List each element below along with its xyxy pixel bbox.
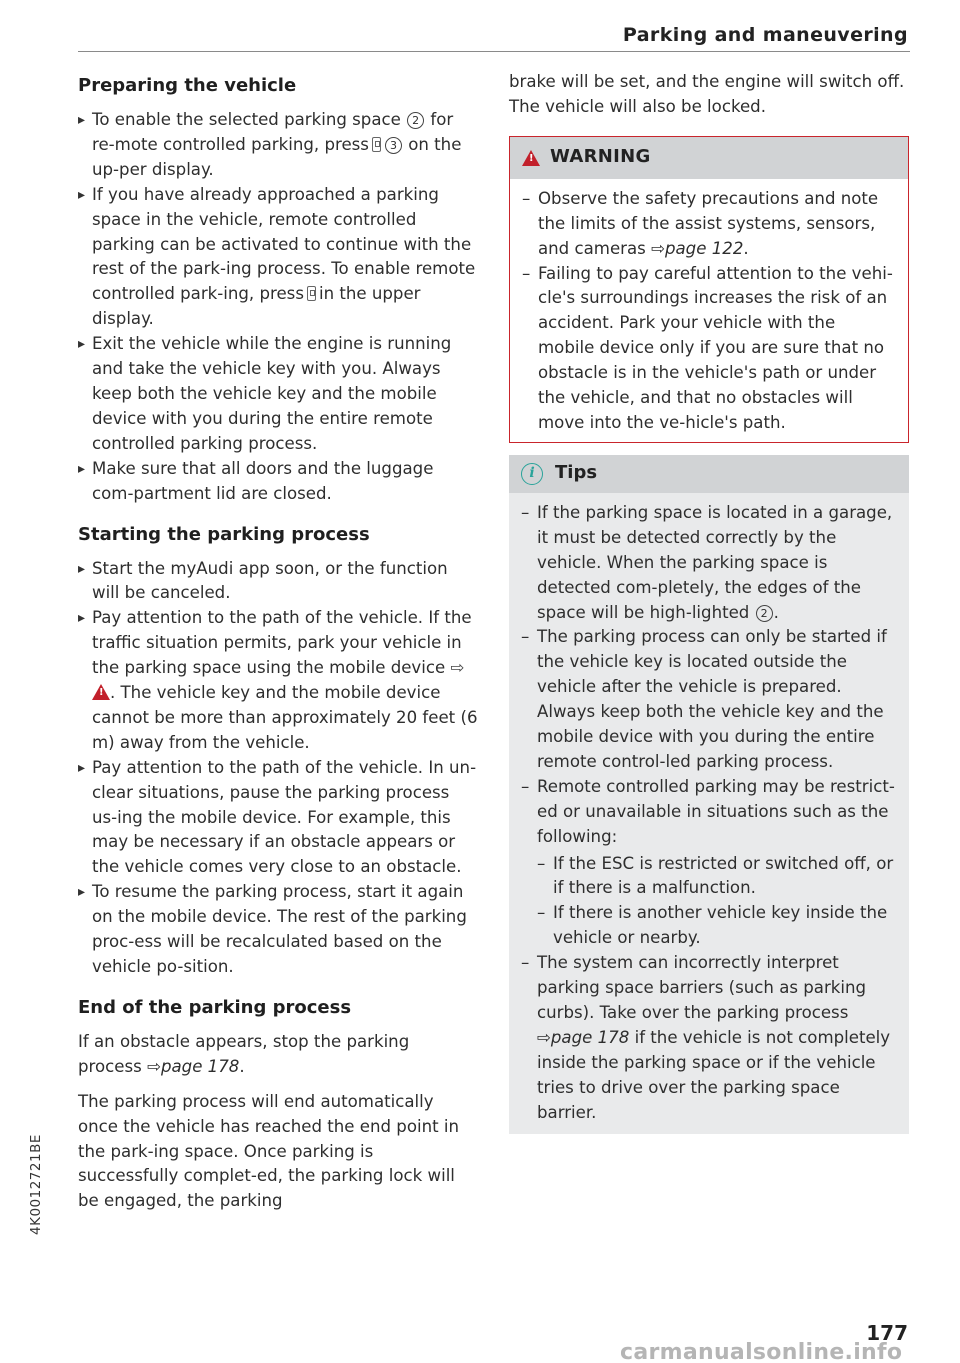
tips-body	[509, 493, 909, 1134]
list-item: ▸ To resume the parking process, start it again on the mobile device. The rest of the parking proc-ess will be recalculated based on the vehicle po-sition.	[78, 880, 478, 980]
list-item	[521, 951, 897, 1125]
warning-header	[510, 137, 908, 179]
step-text: for re-mote controlled parking, press	[92, 110, 454, 154]
list-item: – If the ESC is restricted or switched off, or if there is a malfunction.	[537, 852, 897, 902]
list-item	[78, 108, 478, 183]
tip-text: Remote controlled parking may be restrict-ed or unavailable in situations such as the following:	[537, 776, 895, 846]
list-item: ▸ Make sure that all doors and the luggage com-partment lid are closed.	[78, 457, 478, 507]
list-item	[521, 501, 897, 626]
tips-title: Tips	[555, 462, 598, 484]
page-number: 177	[866, 1321, 908, 1345]
list-item: ▸ Exit the vehicle while the engine is running and take the vehicle key with you. Always keep both the vehicle key and the mobile device with you during the entire remote controlled parking process.	[78, 332, 478, 457]
warning-text: Observe the safety precautions and note the limits of the assist systems, sensors, and cameras	[538, 188, 879, 258]
tips-header	[509, 455, 909, 493]
page-reference-link[interactable]: ⇨page 178	[537, 1027, 630, 1047]
step-text: If you have already approached a parking space in the vehicle, remote controlled parking can be activated to continue with the rest of the park-ing process. To enable remote controlled park-ing, press	[92, 184, 476, 304]
section-title-starting: Starting the parking process	[78, 523, 370, 545]
tips-list	[521, 501, 897, 1126]
page-reference-link[interactable]: ⇨page 178	[147, 1056, 240, 1076]
tip-text: If the parking space is located in a garage, it must be detected correctly by the vehicle. When the parking space is detected com-pletely, the edges of the space will be high-lighted	[537, 502, 893, 622]
right-column	[509, 70, 909, 1134]
step-text: in the upper display.	[92, 284, 421, 329]
section-title-preparing: Preparing the vehicle	[78, 75, 297, 96]
tip-text: if the vehicle is not completely inside the parking space or if the vehicle tries to drive over the parking space barrier.	[537, 1027, 891, 1122]
reference-arrow-icon: ⇨	[450, 658, 465, 678]
list-item	[78, 606, 478, 755]
list-item	[78, 183, 478, 332]
tip-text: .	[773, 602, 779, 622]
starting-steps	[78, 557, 478, 980]
warning-box	[509, 136, 909, 443]
watermark: carmanualsonline.info	[620, 1340, 903, 1363]
header-title: Parking and maneuvering	[622, 24, 908, 46]
warning-triangle-icon	[522, 150, 540, 166]
warning-triangle-icon	[92, 684, 110, 700]
list-item: – Failing to pay careful attention to the vehi-cle's surroundings increases the risk of an accident. Park your vehicle with the mobile device only if you are sure that no obstacle is in the vehicle's path or under the vehicle, and that no obstacles will move into the ve-hicle's path.	[522, 262, 896, 436]
parking-button-icon	[307, 286, 316, 301]
list-item: ▸ Start the myAudi app soon, or the function will be canceled.	[78, 557, 478, 607]
step-text: on the up-per display.	[92, 134, 462, 179]
tips-box	[509, 455, 909, 1134]
info-icon: i	[521, 463, 543, 485]
para-text: .	[239, 1056, 245, 1076]
warning-list	[522, 187, 896, 436]
warning-body	[510, 179, 908, 442]
continued-paragraph: brake will be set, and the engine will switch off. The vehicle will also be locked.	[509, 72, 905, 116]
warning-text: .	[743, 238, 749, 258]
step-text: To enable the selected parking space	[92, 110, 401, 129]
step-text: . The vehicle key and the mobile device cannot be more than approximately 20 feet (6 m) away from the vehicle.	[92, 683, 478, 752]
list-item	[522, 187, 896, 262]
tips-sublist	[537, 852, 897, 952]
parking-button-icon	[372, 137, 381, 152]
page-header	[78, 24, 910, 52]
list-item: ▸ Pay attention to the path of the vehicle. In un-clear situations, pause the parking process us-ing the mobile device. For example, this may be necessary if an obstacle appears or the vehicle comes very close to an obstacle.	[78, 756, 478, 881]
end-paragraph-2: The parking process will end automatically once the vehicle has reached the end point in the park-ing space. Once parking is successfully complet-ed, the parking lock will be engaged, the parking	[78, 1091, 460, 1211]
page-reference-link[interactable]: ⇨page 122	[651, 238, 744, 258]
tip-text: The system can incorrectly interpret parking space barriers (such as parking curbs). Take over the parking process	[537, 953, 867, 1022]
list-item: – The parking process can only be started if the vehicle key is located outside the vehicle after the vehicle is prepared. Always keep both the vehicle key and the mobile device with you during the entire remote control-led parking process.	[521, 625, 897, 774]
callout-3-icon: 3	[385, 137, 402, 154]
preparing-steps	[78, 108, 478, 507]
list-item	[521, 775, 897, 951]
step-text: Pay attention to the path of the vehicle. If the traffic situation permits, park your vehicle in the parking space using the mobile device	[92, 608, 472, 678]
para-text: If an obstacle appears, stop the parking process	[78, 1031, 410, 1076]
callout-2-icon: 2	[756, 605, 773, 622]
list-item: – If there is another vehicle key inside the vehicle or nearby.	[537, 901, 897, 951]
document-code: 4K0012721BE	[28, 1134, 44, 1235]
end-paragraph-1	[78, 1030, 478, 1080]
callout-2-icon: 2	[407, 112, 424, 129]
section-title-end: End of the parking process	[78, 996, 352, 1018]
left-column	[78, 70, 478, 1224]
warning-title: WARNING	[550, 146, 651, 168]
